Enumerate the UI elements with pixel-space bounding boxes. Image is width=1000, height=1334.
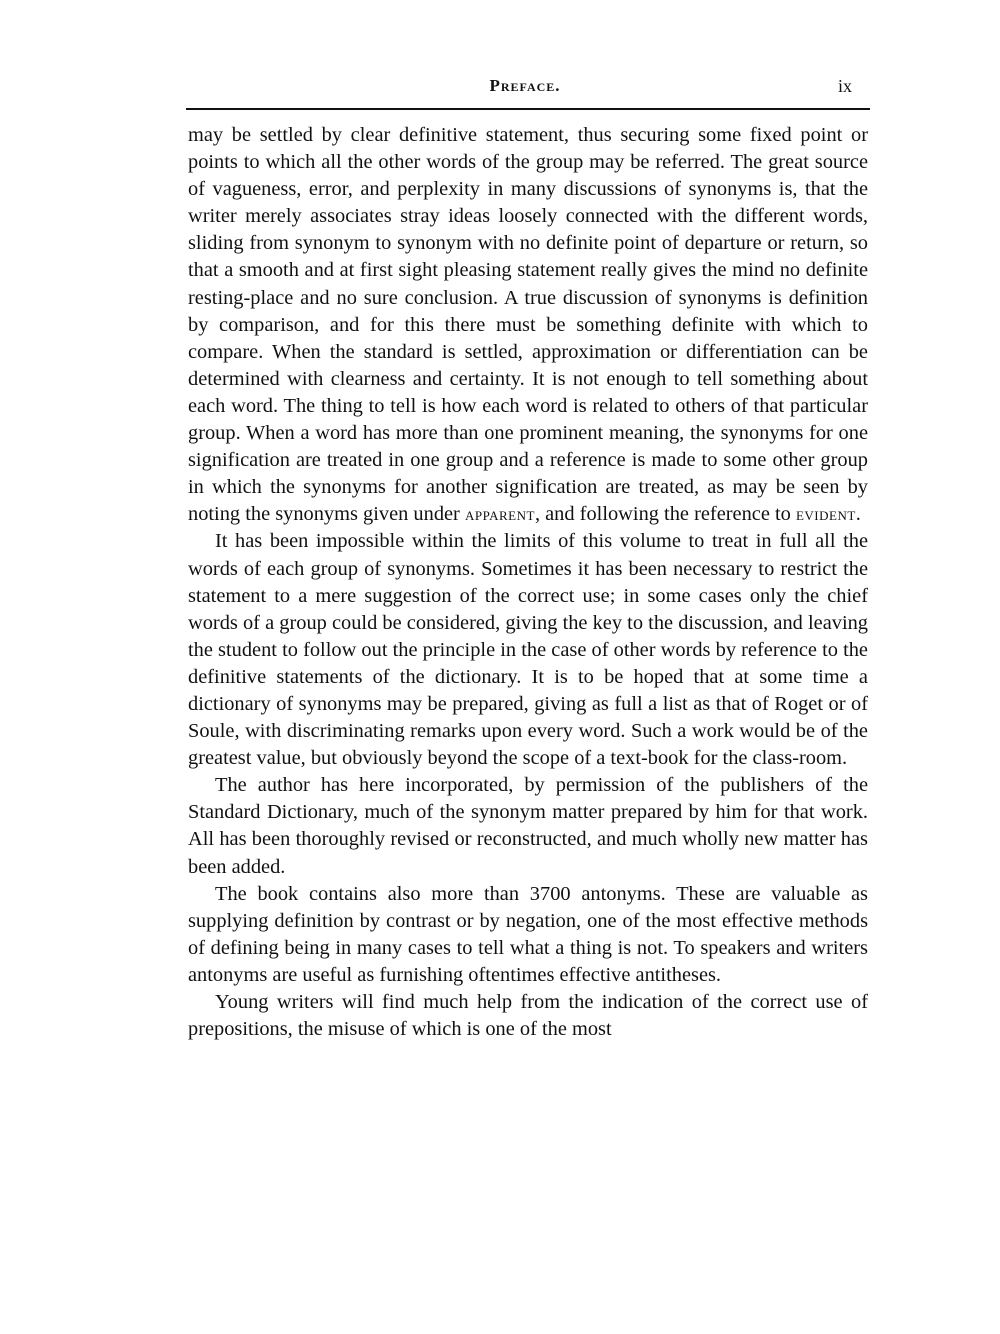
paragraph: Young writers will find much help from the indication of the correct use of prepositions, the misuse of which is one of the most <box>188 991 868 1041</box>
header-rule <box>186 108 870 110</box>
page-number: ix <box>837 76 852 96</box>
page-title: Preface. <box>489 76 561 95</box>
running-head <box>190 76 860 100</box>
paragraph: The book contains also more than 3700 antonyms. These are valuable as supplying definition by contrast or by negation, one of the most effective methods of defining being in many cases to tell what a thing is not. To speakers and writers antonyms are useful as furnishing oftentimes effective antitheses. <box>188 882 868 986</box>
paragraph-text: may be settled by clear definitive statement, thus securing some fixed point or points to which all the other words of the group may be referred. The great source of vagueness, error, and perplexity in many discussions of synonyms is, that the writer merely associates stray ideas loosely connected with the different words, sliding from synonym to synonym with no definite point of departure or return, so that a smooth and at first sight pleasing statement really gives the mind no definite resting-place and no sure conclusion. A true discussion of synonyms is definition by comparison, and for this there must be something definite with which to compare. When the standard is settled, approximation or differentiation can be determined with clearness and certainty. It is not enough to tell something about each word. The thing to tell is how each word is related to others of that particular group. When a word has more than one prominent meaning, the synonyms for one signification are treated in one group and a reference is made to some other group in which the synonyms for another signification are treated, as may be seen by noting the synonyms given under <box>188 124 868 526</box>
paragraph: The author has here incorporated, by permission of the publishers of the Standard Dictionary, much of the synonym matter prepared by him for that work. All has been thoroughly revised or reconstructed, and much wholly new matter has been added. <box>188 774 868 878</box>
paragraph-text: , and following the reference to <box>534 503 796 526</box>
cross-reference: evident <box>795 504 856 525</box>
paragraph-text: . <box>855 503 861 526</box>
paragraph-continued <box>188 122 868 528</box>
body-text <box>188 122 868 1043</box>
cross-reference: apparent <box>464 504 535 525</box>
paragraph: It has been impossible within the limits of this volume to treat in full all the words of each group of synonyms. Sometimes it has been necessary to restrict the statement to a mere suggestion of the correct use; in some cases only the chief words of a group could be considered, giving the key to the discussion, and leaving the student to follow out the principle in the case of other words by reference to the definitive statements of the dictionary. It is to be hoped that at some time a dictionary of synonyms may be prepared, giving as full a list as that of Roget or of Soule, with discriminating remarks upon every word. Such a work would be of the greatest value, but obviously beyond the scope of a text-book for the class-room. <box>188 530 868 770</box>
